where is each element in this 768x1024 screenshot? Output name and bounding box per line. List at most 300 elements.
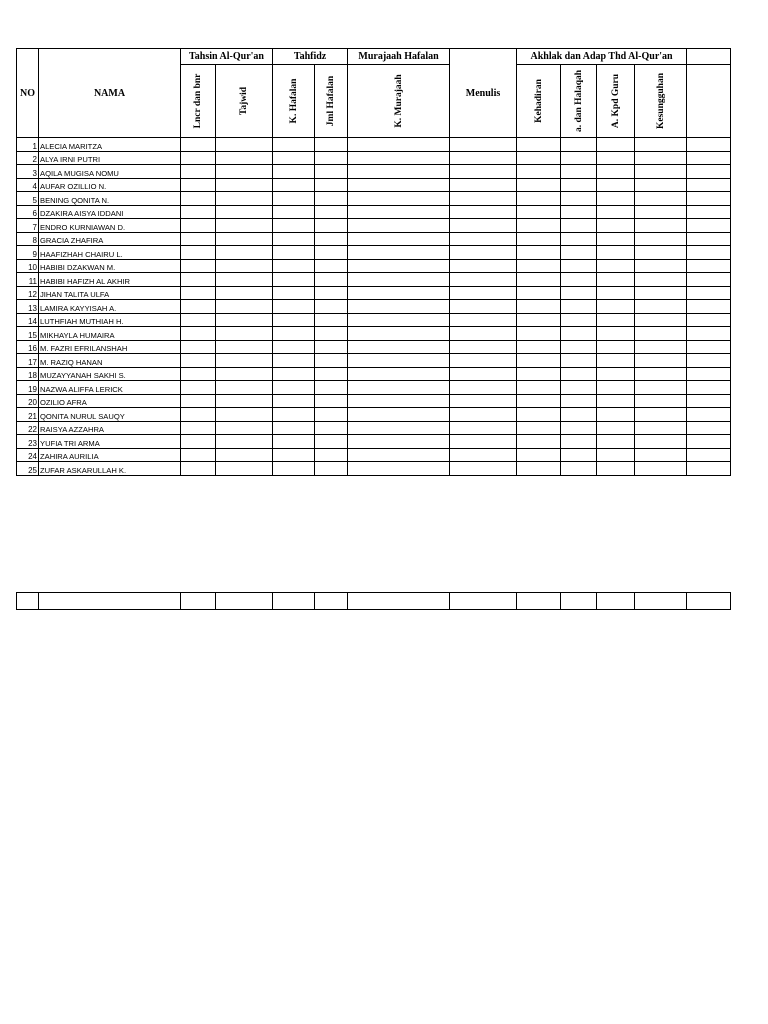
score-cell[interactable] <box>597 232 635 246</box>
score-cell[interactable] <box>561 327 597 341</box>
table-row <box>17 462 731 476</box>
row-number: 8 <box>17 232 39 246</box>
score-cell[interactable] <box>450 192 517 206</box>
score-cell[interactable] <box>315 313 348 327</box>
score-cell[interactable] <box>216 381 273 395</box>
score-cell[interactable] <box>181 165 216 179</box>
score-cell[interactable] <box>561 246 597 260</box>
score-cell[interactable] <box>273 394 315 408</box>
score-cell[interactable] <box>517 354 561 368</box>
score-cell[interactable] <box>181 354 216 368</box>
score-cell[interactable] <box>273 205 315 219</box>
score-cell[interactable] <box>687 192 731 206</box>
score-cell[interactable] <box>561 408 597 422</box>
score-cell[interactable] <box>635 138 687 152</box>
score-cell[interactable] <box>315 165 348 179</box>
score-cell[interactable] <box>687 259 731 273</box>
score-cell[interactable] <box>273 151 315 165</box>
score-cell[interactable] <box>315 408 348 422</box>
student-rows <box>17 138 731 476</box>
score-cell[interactable] <box>181 327 216 341</box>
score-cell[interactable] <box>216 448 273 462</box>
score-cell[interactable] <box>561 367 597 381</box>
score-cell[interactable] <box>517 313 561 327</box>
score-cell[interactable] <box>181 286 216 300</box>
score-cell[interactable] <box>450 367 517 381</box>
score-cell[interactable] <box>315 138 348 152</box>
score-cell[interactable] <box>315 205 348 219</box>
score-cell[interactable] <box>348 138 450 152</box>
score-cell[interactable] <box>597 448 635 462</box>
score-cell[interactable] <box>315 273 348 287</box>
score-cell[interactable] <box>450 435 517 449</box>
score-cell[interactable] <box>635 367 687 381</box>
score-cell[interactable] <box>635 394 687 408</box>
score-cell[interactable] <box>561 435 597 449</box>
score-cell[interactable] <box>348 286 450 300</box>
score-cell[interactable] <box>450 138 517 152</box>
score-cell[interactable] <box>216 259 273 273</box>
score-cell[interactable] <box>450 300 517 314</box>
score-cell[interactable] <box>348 165 450 179</box>
score-cell[interactable] <box>597 394 635 408</box>
score-cell[interactable] <box>273 327 315 341</box>
score-cell[interactable] <box>450 178 517 192</box>
score-cell[interactable] <box>315 219 348 233</box>
score-cell[interactable] <box>181 435 216 449</box>
score-cell[interactable] <box>181 367 216 381</box>
score-cell[interactable] <box>348 394 450 408</box>
score-cell[interactable] <box>273 340 315 354</box>
score-cell[interactable] <box>561 300 597 314</box>
score-cell[interactable] <box>273 381 315 395</box>
score-cell[interactable] <box>348 219 450 233</box>
score-cell[interactable] <box>450 394 517 408</box>
score-cell[interactable] <box>517 259 561 273</box>
score-cell[interactable] <box>273 138 315 152</box>
score-cell[interactable] <box>315 367 348 381</box>
col-k-hafalan-header: K. Hafalan <box>273 65 315 138</box>
score-cell[interactable] <box>315 340 348 354</box>
score-cell[interactable] <box>450 448 517 462</box>
score-cell[interactable] <box>273 232 315 246</box>
score-cell[interactable] <box>181 381 216 395</box>
score-cell[interactable] <box>635 232 687 246</box>
score-cell[interactable] <box>315 286 348 300</box>
score-cell[interactable] <box>181 138 216 152</box>
score-cell[interactable] <box>561 394 597 408</box>
score-cell[interactable] <box>517 232 561 246</box>
score-cell[interactable] <box>597 435 635 449</box>
score-cell[interactable] <box>597 367 635 381</box>
score-cell[interactable] <box>597 300 635 314</box>
score-cell[interactable] <box>597 205 635 219</box>
score-cell[interactable] <box>597 165 635 179</box>
score-cell[interactable] <box>561 219 597 233</box>
score-cell[interactable] <box>687 313 731 327</box>
blank-cell[interactable] <box>687 593 731 610</box>
score-cell[interactable] <box>517 327 561 341</box>
score-cell[interactable] <box>450 421 517 435</box>
score-cell[interactable] <box>348 178 450 192</box>
blank-cell[interactable] <box>181 593 216 610</box>
score-cell[interactable] <box>315 151 348 165</box>
score-cell[interactable] <box>687 246 731 260</box>
blank-cell[interactable] <box>517 593 561 610</box>
score-cell[interactable] <box>181 205 216 219</box>
score-cell[interactable] <box>687 394 731 408</box>
score-cell[interactable] <box>635 219 687 233</box>
student-name: MUZAYYANAH SAKHI S. <box>39 367 181 381</box>
score-cell[interactable] <box>273 178 315 192</box>
score-cell[interactable] <box>687 381 731 395</box>
score-cell[interactable] <box>635 300 687 314</box>
score-cell[interactable] <box>597 151 635 165</box>
score-cell[interactable] <box>597 421 635 435</box>
score-cell[interactable] <box>450 381 517 395</box>
score-cell[interactable] <box>216 462 273 476</box>
score-cell[interactable] <box>348 313 450 327</box>
score-cell[interactable] <box>315 435 348 449</box>
student-name: LUTHFIAH MUTHIAH H. <box>39 313 181 327</box>
score-cell[interactable] <box>687 327 731 341</box>
score-cell[interactable] <box>216 354 273 368</box>
score-cell[interactable] <box>450 327 517 341</box>
score-cell[interactable] <box>216 232 273 246</box>
score-cell[interactable] <box>273 192 315 206</box>
score-cell[interactable] <box>635 421 687 435</box>
score-cell[interactable] <box>597 192 635 206</box>
score-cell[interactable] <box>597 286 635 300</box>
score-cell[interactable] <box>216 300 273 314</box>
score-cell[interactable] <box>687 340 731 354</box>
score-cell[interactable] <box>450 408 517 422</box>
score-cell[interactable] <box>348 259 450 273</box>
score-cell[interactable] <box>517 178 561 192</box>
score-cell[interactable] <box>635 381 687 395</box>
score-cell[interactable] <box>517 165 561 179</box>
score-cell[interactable] <box>517 151 561 165</box>
score-cell[interactable] <box>181 178 216 192</box>
score-cell[interactable] <box>561 138 597 152</box>
score-cell[interactable] <box>273 367 315 381</box>
score-cell[interactable] <box>348 448 450 462</box>
score-cell[interactable] <box>450 151 517 165</box>
score-cell[interactable] <box>348 192 450 206</box>
score-cell[interactable] <box>450 246 517 260</box>
score-cell[interactable] <box>450 232 517 246</box>
score-cell[interactable] <box>273 435 315 449</box>
score-cell[interactable] <box>597 273 635 287</box>
score-cell[interactable] <box>635 462 687 476</box>
score-cell[interactable] <box>561 192 597 206</box>
score-cell[interactable] <box>348 327 450 341</box>
score-cell[interactable] <box>273 421 315 435</box>
score-cell[interactable] <box>348 205 450 219</box>
score-cell[interactable] <box>561 313 597 327</box>
score-cell[interactable] <box>517 219 561 233</box>
table-row <box>17 286 731 300</box>
score-cell[interactable] <box>450 286 517 300</box>
score-cell[interactable] <box>216 367 273 381</box>
score-cell[interactable] <box>181 340 216 354</box>
score-cell[interactable] <box>450 313 517 327</box>
score-cell[interactable] <box>216 178 273 192</box>
score-cell[interactable] <box>687 232 731 246</box>
score-cell[interactable] <box>517 367 561 381</box>
score-cell[interactable] <box>517 462 561 476</box>
blank-cell[interactable] <box>635 593 687 610</box>
score-cell[interactable] <box>181 219 216 233</box>
score-cell[interactable] <box>687 367 731 381</box>
score-cell[interactable] <box>181 408 216 422</box>
score-cell[interactable] <box>597 178 635 192</box>
score-cell[interactable] <box>216 219 273 233</box>
score-cell[interactable] <box>348 246 450 260</box>
score-cell[interactable] <box>635 408 687 422</box>
score-cell[interactable] <box>450 165 517 179</box>
score-cell[interactable] <box>348 340 450 354</box>
score-cell[interactable] <box>561 462 597 476</box>
col-k-murajaah-header: K. Murajaah <box>348 65 450 138</box>
blank-cell[interactable] <box>348 593 450 610</box>
score-cell[interactable] <box>597 340 635 354</box>
score-cell[interactable] <box>517 448 561 462</box>
score-cell[interactable] <box>315 354 348 368</box>
score-cell[interactable] <box>687 178 731 192</box>
score-cell[interactable] <box>273 165 315 179</box>
score-cell[interactable] <box>687 273 731 287</box>
score-cell[interactable] <box>517 394 561 408</box>
score-cell[interactable] <box>597 354 635 368</box>
blank-cell[interactable] <box>17 593 39 610</box>
student-name: HAAFIZHAH CHAIRU L. <box>39 246 181 260</box>
score-cell[interactable] <box>561 381 597 395</box>
score-cell[interactable] <box>348 421 450 435</box>
score-cell[interactable] <box>561 448 597 462</box>
score-cell[interactable] <box>561 340 597 354</box>
score-cell[interactable] <box>635 205 687 219</box>
score-cell[interactable] <box>181 151 216 165</box>
score-cell[interactable] <box>216 273 273 287</box>
score-cell[interactable] <box>635 327 687 341</box>
score-cell[interactable] <box>450 354 517 368</box>
score-cell[interactable] <box>635 151 687 165</box>
score-cell[interactable] <box>348 381 450 395</box>
score-cell[interactable] <box>348 232 450 246</box>
score-cell[interactable] <box>561 259 597 273</box>
score-cell[interactable] <box>687 300 731 314</box>
score-cell[interactable] <box>348 300 450 314</box>
score-cell[interactable] <box>597 381 635 395</box>
score-cell[interactable] <box>216 421 273 435</box>
score-cell[interactable] <box>597 327 635 341</box>
score-cell[interactable] <box>181 232 216 246</box>
score-cell[interactable] <box>635 178 687 192</box>
score-cell[interactable] <box>517 138 561 152</box>
score-cell[interactable] <box>181 462 216 476</box>
score-cell[interactable] <box>273 219 315 233</box>
score-cell[interactable] <box>315 381 348 395</box>
score-cell[interactable] <box>561 286 597 300</box>
score-cell[interactable] <box>315 178 348 192</box>
score-cell[interactable] <box>450 219 517 233</box>
score-cell[interactable] <box>273 448 315 462</box>
score-cell[interactable] <box>687 165 731 179</box>
score-cell[interactable] <box>597 259 635 273</box>
score-cell[interactable] <box>315 300 348 314</box>
score-cell[interactable] <box>273 246 315 260</box>
score-cell[interactable] <box>315 232 348 246</box>
score-cell[interactable] <box>687 205 731 219</box>
score-cell[interactable] <box>635 448 687 462</box>
score-cell[interactable] <box>216 205 273 219</box>
score-cell[interactable] <box>561 165 597 179</box>
score-cell[interactable] <box>273 273 315 287</box>
score-cell[interactable] <box>517 381 561 395</box>
score-cell[interactable] <box>597 219 635 233</box>
score-cell[interactable] <box>216 165 273 179</box>
score-cell[interactable] <box>561 421 597 435</box>
blank-cell[interactable] <box>39 593 181 610</box>
score-cell[interactable] <box>348 462 450 476</box>
score-cell[interactable] <box>561 273 597 287</box>
score-cell[interactable] <box>517 205 561 219</box>
score-cell[interactable] <box>216 286 273 300</box>
score-cell[interactable] <box>561 354 597 368</box>
score-cell[interactable] <box>450 273 517 287</box>
score-cell[interactable] <box>315 394 348 408</box>
blank-cell[interactable] <box>597 593 635 610</box>
score-cell[interactable] <box>687 408 731 422</box>
score-cell[interactable] <box>561 232 597 246</box>
score-cell[interactable] <box>687 286 731 300</box>
score-cell[interactable] <box>348 367 450 381</box>
score-cell[interactable] <box>273 300 315 314</box>
score-cell[interactable] <box>597 462 635 476</box>
score-cell[interactable] <box>273 286 315 300</box>
blank-cell[interactable] <box>273 593 315 610</box>
score-cell[interactable] <box>687 138 731 152</box>
student-name: M. FAZRI EFRILANSHAH <box>39 340 181 354</box>
score-cell[interactable] <box>687 462 731 476</box>
score-cell[interactable] <box>517 192 561 206</box>
score-cell[interactable] <box>561 205 597 219</box>
score-cell[interactable] <box>273 462 315 476</box>
score-cell[interactable] <box>635 246 687 260</box>
score-cell[interactable] <box>315 246 348 260</box>
score-cell[interactable] <box>216 313 273 327</box>
score-cell[interactable] <box>348 151 450 165</box>
score-cell[interactable] <box>181 313 216 327</box>
score-cell[interactable] <box>517 246 561 260</box>
blank-cell[interactable] <box>561 593 597 610</box>
score-cell[interactable] <box>181 259 216 273</box>
score-cell[interactable] <box>635 192 687 206</box>
score-cell[interactable] <box>216 340 273 354</box>
score-cell[interactable] <box>216 394 273 408</box>
score-cell[interactable] <box>450 205 517 219</box>
score-cell[interactable] <box>517 340 561 354</box>
score-cell[interactable] <box>561 178 597 192</box>
score-cell[interactable] <box>273 354 315 368</box>
score-cell[interactable] <box>597 138 635 152</box>
score-cell[interactable] <box>517 286 561 300</box>
score-cell[interactable] <box>687 448 731 462</box>
score-cell[interactable] <box>517 421 561 435</box>
score-cell[interactable] <box>315 462 348 476</box>
score-cell[interactable] <box>315 448 348 462</box>
score-cell[interactable] <box>181 300 216 314</box>
score-cell[interactable] <box>348 435 450 449</box>
blank-cell[interactable] <box>315 593 348 610</box>
score-cell[interactable] <box>687 151 731 165</box>
score-cell[interactable] <box>273 408 315 422</box>
score-cell[interactable] <box>561 151 597 165</box>
score-cell[interactable] <box>635 165 687 179</box>
score-cell[interactable] <box>517 435 561 449</box>
score-cell[interactable] <box>315 192 348 206</box>
score-cell[interactable] <box>597 313 635 327</box>
score-cell[interactable] <box>181 394 216 408</box>
score-cell[interactable] <box>517 273 561 287</box>
score-cell[interactable] <box>348 354 450 368</box>
score-cell[interactable] <box>216 327 273 341</box>
score-cell[interactable] <box>181 448 216 462</box>
score-cell[interactable] <box>450 462 517 476</box>
score-cell[interactable] <box>635 259 687 273</box>
score-cell[interactable] <box>273 313 315 327</box>
score-cell[interactable] <box>181 421 216 435</box>
score-cell[interactable] <box>216 408 273 422</box>
score-cell[interactable] <box>635 286 687 300</box>
score-cell[interactable] <box>216 192 273 206</box>
score-cell[interactable] <box>687 421 731 435</box>
score-cell[interactable] <box>635 273 687 287</box>
score-cell[interactable] <box>181 246 216 260</box>
row-number: 9 <box>17 246 39 260</box>
score-cell[interactable] <box>450 340 517 354</box>
score-cell[interactable] <box>687 219 731 233</box>
score-cell[interactable] <box>635 340 687 354</box>
score-cell[interactable] <box>315 259 348 273</box>
score-cell[interactable] <box>273 259 315 273</box>
score-cell[interactable] <box>635 313 687 327</box>
score-cell[interactable] <box>450 259 517 273</box>
score-cell[interactable] <box>216 246 273 260</box>
score-cell[interactable] <box>687 354 731 368</box>
score-cell[interactable] <box>597 246 635 260</box>
student-name: HABIBI HAFIZH AL AKHIR <box>39 273 181 287</box>
blank-cell[interactable] <box>450 593 517 610</box>
score-cell[interactable] <box>517 408 561 422</box>
score-cell[interactable] <box>181 273 216 287</box>
score-cell[interactable] <box>517 300 561 314</box>
score-cell[interactable] <box>635 435 687 449</box>
score-cell[interactable] <box>348 273 450 287</box>
score-cell[interactable] <box>635 354 687 368</box>
score-cell[interactable] <box>315 327 348 341</box>
score-cell[interactable] <box>597 408 635 422</box>
score-cell[interactable] <box>348 408 450 422</box>
score-cell[interactable] <box>315 421 348 435</box>
score-cell[interactable] <box>216 151 273 165</box>
score-cell[interactable] <box>216 435 273 449</box>
blank-cell[interactable] <box>216 593 273 610</box>
score-cell[interactable] <box>181 192 216 206</box>
score-cell[interactable] <box>687 435 731 449</box>
score-cell[interactable] <box>216 138 273 152</box>
